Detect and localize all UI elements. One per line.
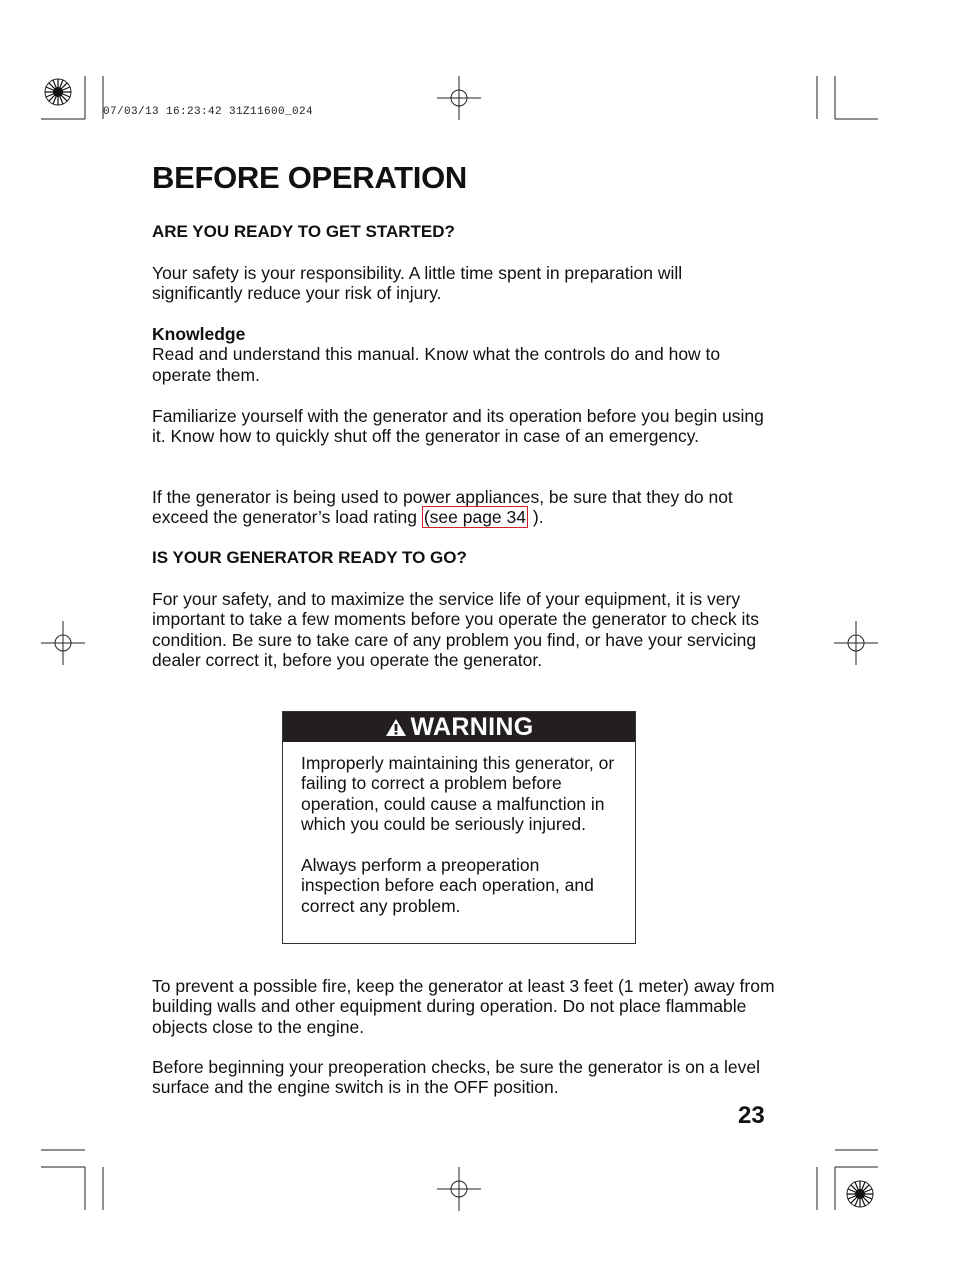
appliances-text-end: ). — [528, 507, 544, 528]
fire-paragraph: To prevent a possible fire, keep the generator at least 3 feet (1 meter) away from building walls and other equipment during operation. Do not place flammable objects close to the engine. — [152, 976, 775, 1037]
registration-crosshair-right — [834, 621, 878, 665]
knowledge-heading: Knowledge — [152, 324, 246, 344]
page-title: BEFORE OPERATION — [152, 160, 467, 195]
section-heading-generator-ready: IS YOUR GENERATOR READY TO GO? — [152, 548, 467, 567]
generator-check-paragraph: For your safety, and to maximize the service life of your equipment, it is very important to take a few moments before you operate the generator to check its condition. Be sure to take care of any problem you find, or have your servicing dealer correct it, before you operate the generator. — [152, 589, 759, 671]
familiarize-paragraph: Familiarize yourself with the generator and its operation before you begin using it. Know how to quickly shut off the generator in case of an emergency. — [152, 406, 764, 447]
registration-crosshair-top — [437, 76, 481, 120]
registration-crosshair-left — [41, 621, 85, 665]
knowledge-block — [152, 324, 777, 385]
appliances-text: If the generator is being used to power appliances, be sure that they do not exceed the generator’s load rating — [152, 487, 733, 528]
appliances-paragraph — [152, 487, 777, 528]
warning-label: WARNING — [410, 712, 534, 741]
registration-starburst-top-left — [45, 79, 71, 105]
registration-starburst-bottom-right — [847, 1181, 873, 1207]
warning-box — [282, 711, 636, 944]
warning-paragraph-1: Improperly maintaining this generator, or failing to correct a problem before operation, could cause a malfunction in which you could be seriously injured. — [301, 753, 615, 835]
print-stamp: 07/03/13 16:23:42 31Z11600_024 — [103, 106, 314, 118]
registration-crosshair-bottom — [437, 1167, 481, 1211]
intro-paragraph: Your safety is your responsibility. A little time spent in preparation will significantly reduce your risk of injury. — [152, 263, 683, 304]
checks-paragraph: Before beginning your preoperation checks, be sure the generator is on a level surface and the engine switch is in the OFF position. — [152, 1057, 761, 1098]
warning-header — [283, 712, 635, 742]
see-page-34-link[interactable]: (see page 34 — [423, 507, 526, 528]
page-number: 23 — [738, 1102, 765, 1129]
warning-body — [301, 753, 621, 916]
warning-paragraph-2: Always perform a preoperation inspection before each operation, and correct any problem. — [301, 855, 594, 916]
section-heading-ready: ARE YOU READY TO GET STARTED? — [152, 222, 455, 241]
warning-triangle-icon — [385, 718, 407, 737]
knowledge-paragraph: Read and understand this manual. Know what the controls do and how to operate them. — [152, 344, 721, 385]
